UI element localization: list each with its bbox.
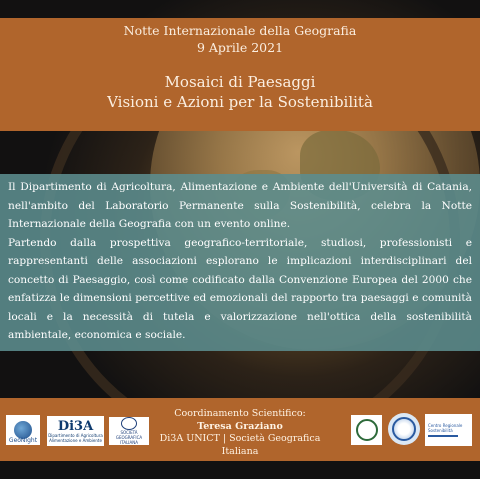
logo-divider [428, 435, 458, 437]
description-panel [0, 174, 480, 351]
partner-logo-1 [351, 415, 382, 445]
event-date: 9 Aprile 2021 [196, 40, 284, 55]
sgi-logo [109, 417, 149, 445]
di3a-logo-subtext: Dipartimento di Agricoltura Alimentazione e Ambiente [48, 432, 103, 443]
institutions-line: Di3A UNICT | Società Geografica Italiana [159, 433, 321, 457]
partner-logo-3 [425, 414, 472, 446]
coordination-label: Coordinamento Scientifico: [174, 408, 306, 419]
description-paragraph-1: Il Dipartimento di Agricoltura, Alimentazione e Ambiente dell'Università di Catania, nell'ambito del Laboratorio Permanente sulla Sostenibilità, celebra la Notte Internazionale della Geografia con un evento online. [8, 181, 472, 230]
seal-icon [392, 417, 416, 441]
partner-logo-2 [388, 413, 420, 445]
di3a-logo-text: Di3A [57, 418, 94, 434]
page-title: Mosaici di Paesaggi [164, 73, 316, 91]
credits [150, 408, 330, 458]
description-paragraph-2: Partendo dalla prospettiva geografico-territoriale, studiosi, professionisti e rappresentanti delle associazioni esplorano le implicazioni interdisciplinari del concetto di Paesaggio, così come codificato dalla Convenzione Europea del 2000 che enfatizza le dimensioni percettive ed emozionali del rapporto tra paesaggi e comunità locali e la necessità di tutela e valorizzazione nell'ottica della sostenibilità ambientale, economica e sociale. [8, 236, 472, 341]
seal-icon [121, 417, 137, 430]
header-banner [0, 18, 480, 131]
geonight-logo [6, 415, 40, 445]
geonight-logo-text: GeoNight [8, 437, 38, 444]
di3a-logo [47, 416, 104, 446]
coordinator-name: Teresa Graziano [197, 420, 283, 432]
event-name: Notte Internazionale della Geografia [123, 23, 357, 38]
page-subtitle: Visioni e Azioni per la Sostenibilità [107, 93, 373, 111]
partner-logo-3-text: Centro Regionale Sostenibilità [428, 423, 463, 433]
footer-banner [0, 398, 480, 461]
sgi-logo-text: SOCIETÀ GEOGRAFICA ITALIANA [115, 430, 143, 445]
seal-icon [356, 419, 378, 441]
